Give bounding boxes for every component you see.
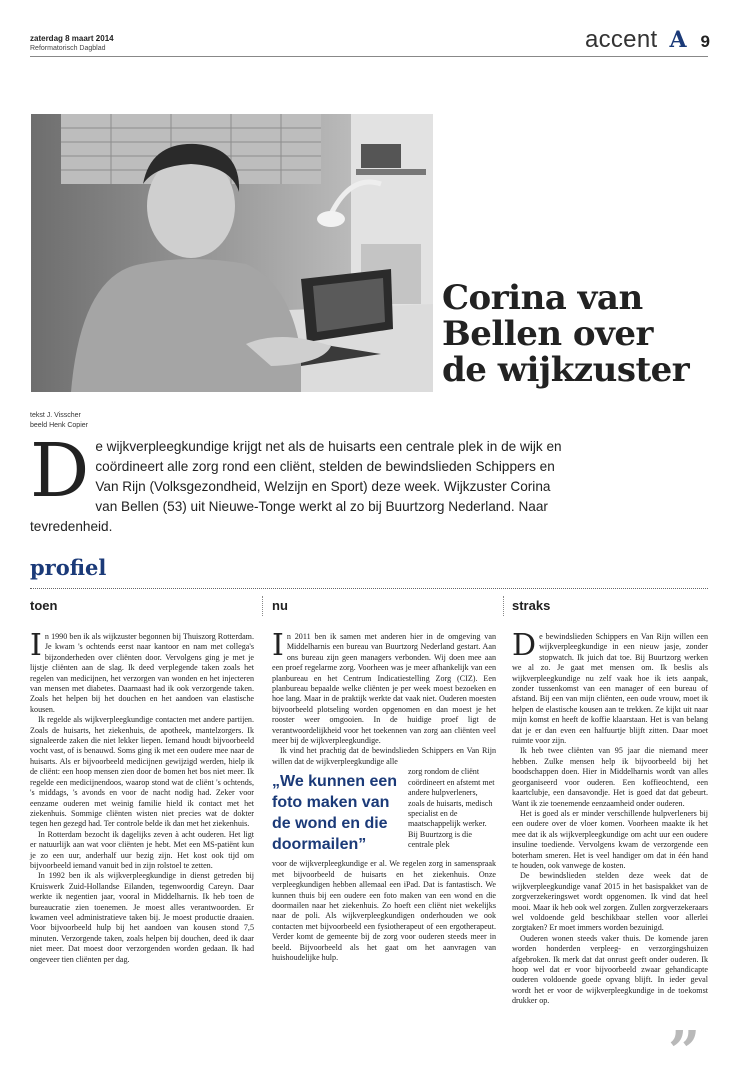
- paragraph: Ouderen wonen steeds vaker thuis. De komende jaren worden honderden verpleeg- en verzorgingshuizen afgebroken. Ik merk dat dat onrust geeft onder ouderen. Ik hoop wel dat er voor bijvoorbeeld zwaar gehandicapte ouderen voldoende goede opvang blijft. In ieder geval wordt het er voor de wijkverpleegkundige in de toekomst drukker op.: [512, 933, 708, 1006]
- paragraph: voor de wijkverpleegkundige er al. We regelen zorg in samenspraak met bijvoorbeeld de huisarts en het ziekenhuis. Onze verpleegkundigen hebben allemaal een iPad. Dat is fantastisch. We kunnen thuis bij een oudere een foto maken van een wond en die doormailen naar het ziekenhuis. Zo hoeft een cliënt niet wekelijks naar de poli. Als wijkverpleegkundigen onderhouden we ook contacten met bijvoorbeeld een fysiotherapeut of een ergotherapeut. Verder komt de gemeente bij de zorg voor ouderen steeds meer in beeld. Bijvoorbeeld als het gaat om het aanvragen van huishoudelijke hulp.: [272, 859, 496, 962]
- column-toen: [30, 598, 254, 965]
- column-dropcap: I: [30, 628, 42, 663]
- paragraph-text: n 1990 ben ik als wijkzuster begonnen bij Thuiszorg Rotterdam. Je kwam 's ochtends eerst naar kantoor en nam met collega's bijzonderheden over cliënten door. Vervolgens ging je met je lijstje cliënten aan de slag. Ik deed verplegende taken zoals het regelen van medicijnen, het verzorgen van wonden en het injecteren van mensen met diabetes. Daarnaast had ik ook verzorgende taken. Zoals het helpen bij het douchen en het aandoen van elastische kousen.: [30, 632, 254, 714]
- column-heading: straks: [512, 598, 551, 613]
- section-name: accent: [584, 26, 658, 53]
- text-credit: tekst J. Visscher: [30, 412, 81, 419]
- column-separator: [262, 596, 263, 616]
- column-separator: [503, 596, 504, 616]
- headline-line: Bellen over: [442, 314, 653, 354]
- issue-date: zaterdag 8 maart 2014: [30, 34, 114, 43]
- paragraph-text: e bewindslieden Schippers en Van Rijn willen een wijkverpleegkundige in een nieuw jasje, zonder stopwatch. Ik juich dat toe. Bij Buurtzorg werken we al zo. Je gaat met mensen om. Ik beslis als wijkverpleegkundige nu zelf vaak hoe ik iets aanpak, zonder tussenkomst van een manager of een bureau of afstand. Bij een van mijn cliënten, een oude vrouw, moet ik helpen de elastische kousen aan te trekken. Ze kijkt uit naar mijn komst en heeft de koffie klaarstaan. Het is van belang dat je er dan even een halfuurtje blijft zitten. Daar moet ruimte voor zijn.: [512, 632, 708, 746]
- headline-line: de wijkzuster: [442, 350, 690, 390]
- paragraph-text: n 2011 ben ik samen met anderen hier in de omgeving van Middelharnis een bureau van Buurtzorg Nederland gestart. Aan ons bureau zijn geen managers verbonden. Wij doen mee aan een proef regelarme zorg. Voorheen was je meer afhankelijk van een planbureau en het Centrum Indicatiestelling Zorg (CIZ). Een planbureau bepaalde welke cliënten je per week moest bezoeken en hoe lang. Maar in de praktijk werkte dat vaak niet. Ouderen moesten bijvoorbeeld plotseling worden opgenomen en dan moest je het rooster weer omgooien. In de huidige proef ligt de verantwoordelijkheid voor het toekennen van zorg aan cliënten veel meer bij de wijkverpleegkundige.: [272, 632, 496, 746]
- header-meta: [30, 34, 114, 54]
- paragraph: zorg rondom de cliënt coördineert en afstemt met andere hulpverleners, zoals de huisarts, medisch specialist en de maatschappelijk werker. Bij Buurtzorg is die centrale plek: [408, 767, 495, 850]
- paragraph: [272, 628, 496, 746]
- accent-logo-icon: A: [669, 27, 687, 53]
- paragraph: Ik vind het prachtig dat de bewindslieden Schippers en Van Rijn willen dat de wijkverpleegkundige alle: [272, 746, 496, 766]
- portrait-photo: [31, 114, 433, 392]
- paragraph: Ik regelde als wijkverpleegkundige contacten met andere partijen. Zoals de huisarts, het ziekenhuis, de apotheek, mantelzorgers. Ik signaleerde zaken die niet lekker liepen. Iemand houdt bijvoorbeeld vocht vast, of is benauwd. Soms ging ik met een oudere mee naar de huisarts. Als er bijvoorbeeld medicijnen gewijzigd werden, hielp ik de cliënt: een hoop mensen zien door de bomen het bos niet meer. Ik regelde een medicijnendoos, waarop stond wat de cliënt 's ochtends, 's middags, 's avonds en voor de nacht nodig had. Zeker voor eenzame ouderen met weinig familie hield ik contact met het ziekenhuis. Sommige cliënten wisten niet precies wat de dokter tegen hen gezegd had. Ter controle belde ik dan met het ziekenhuis.: [30, 715, 254, 829]
- pull-quote: „We kunnen een foto maken van de wond en die doormailen”: [272, 773, 398, 854]
- header-divider: [30, 56, 708, 57]
- paragraph: In 1992 ben ik als wijkverpleegkundige in dienst getreden bij Kruiswerk Zuid-Hollandse Eilanden, tegenwoordig Careyn. Daar werkte ik negentien jaar, vooral in Middelharnis. Ik heb toen de bureaucratie zien toenemen. Je moest alles verantwoorden. Er kwamen veel administratieve taken bij. Je moest productie draaien. Voor bijvoorbeeld hulp bij het aandoen van kousen stond 7,5 minuten. Verzorgende taken, zoals helpen bij douchen, deed ik daar niet meer. Dat moest door verzorgenden worden gedaan. Ik had ongeveer tien cliënten per dag.: [30, 871, 254, 964]
- newspaper-name: Reformatorisch Dagblad: [30, 45, 106, 52]
- article-headline: [442, 280, 722, 388]
- paragraph: De bewindslieden stelden deze week dat de wijkverpleegkundige vanaf 2015 in het basispakket van de zorgverzekeringswet wordt opgenomen. Ik vind dat heel mooi. Maar ik heb ook wel zorgen. Zullen zorgverzekeraars wel voldoende geld beschikbaar stellen voor allerlei zorgtaken? Er moet immers worden bezuinigd.: [512, 871, 708, 933]
- column-dropcap: D: [512, 628, 537, 663]
- dotted-divider: [30, 588, 708, 589]
- column-straks: [512, 598, 708, 1007]
- photo-credit: beeld Henk Copier: [30, 422, 88, 429]
- paragraph: In Rotterdam bezocht ik dagelijks zeven à acht ouderen. Het ligt er natuurlijk aan wat voor cliënten je hebt. Met een MS-patiënt kun je zo een uur, anderhalf uur bezig zijn. Het kost ook tijd om bijvoorbeeld iemand vanuit bed in zijn rolstoel te zetten.: [30, 829, 254, 870]
- column-heading: toen: [30, 598, 58, 613]
- closing-quote-icon: ”: [668, 1019, 701, 1068]
- profiel-heading: profiel: [30, 555, 107, 580]
- paragraph: [30, 628, 254, 715]
- paragraph: Ik heb twee cliënten van 95 jaar die niemand meer hebben. Zulke mensen help ik bijvoorbeeld bij het boodschappen doen. Hier in Middelharnis wordt van alles georganiseerd voor ouderen. Een koffieochtend, een kaartclubje, een dansavondje. Het is goed dat dat gebeurt. Want ik zie toenemende eenzaamheid onder ouderen.: [512, 746, 708, 808]
- column-dropcap: I: [272, 628, 284, 663]
- page-number: 9: [700, 32, 710, 51]
- column-nu: [272, 598, 496, 963]
- headline-line: Corina van: [442, 278, 643, 318]
- intro-dropcap: D: [30, 428, 90, 514]
- article-intro: [30, 428, 570, 537]
- header-section: [585, 26, 710, 54]
- paragraph: [512, 628, 708, 746]
- intro-text: e wijkverpleegkundige krijgt net als de huisarts een centrale plek in de wijk en coördineert alle zorg rond een cliënt, stelden de bewindslieden Schippers en Van Rijn (Volksgezondheid, Welzijn en Sport) deze week. Wijkzuster Corina van Bellen (53) uit Nieuwe-Tonge werkt al zo bij Buurtzorg Nederland. Naar tevredenheid.: [30, 439, 562, 534]
- column-heading: nu: [272, 598, 288, 613]
- paragraph: Het is goed als er minder verschillende hulpverleners bij een oudere over de vloer komen. Voorheen maakte ik het mee dat ik als wijkverpleegkundige om acht uur een oudere insuline toediende. Vervolgens kwam de verzorgende een boterham smeren. Het is veel handiger om dat in één hand te houden, ook vanwege de kosten.: [512, 808, 708, 870]
